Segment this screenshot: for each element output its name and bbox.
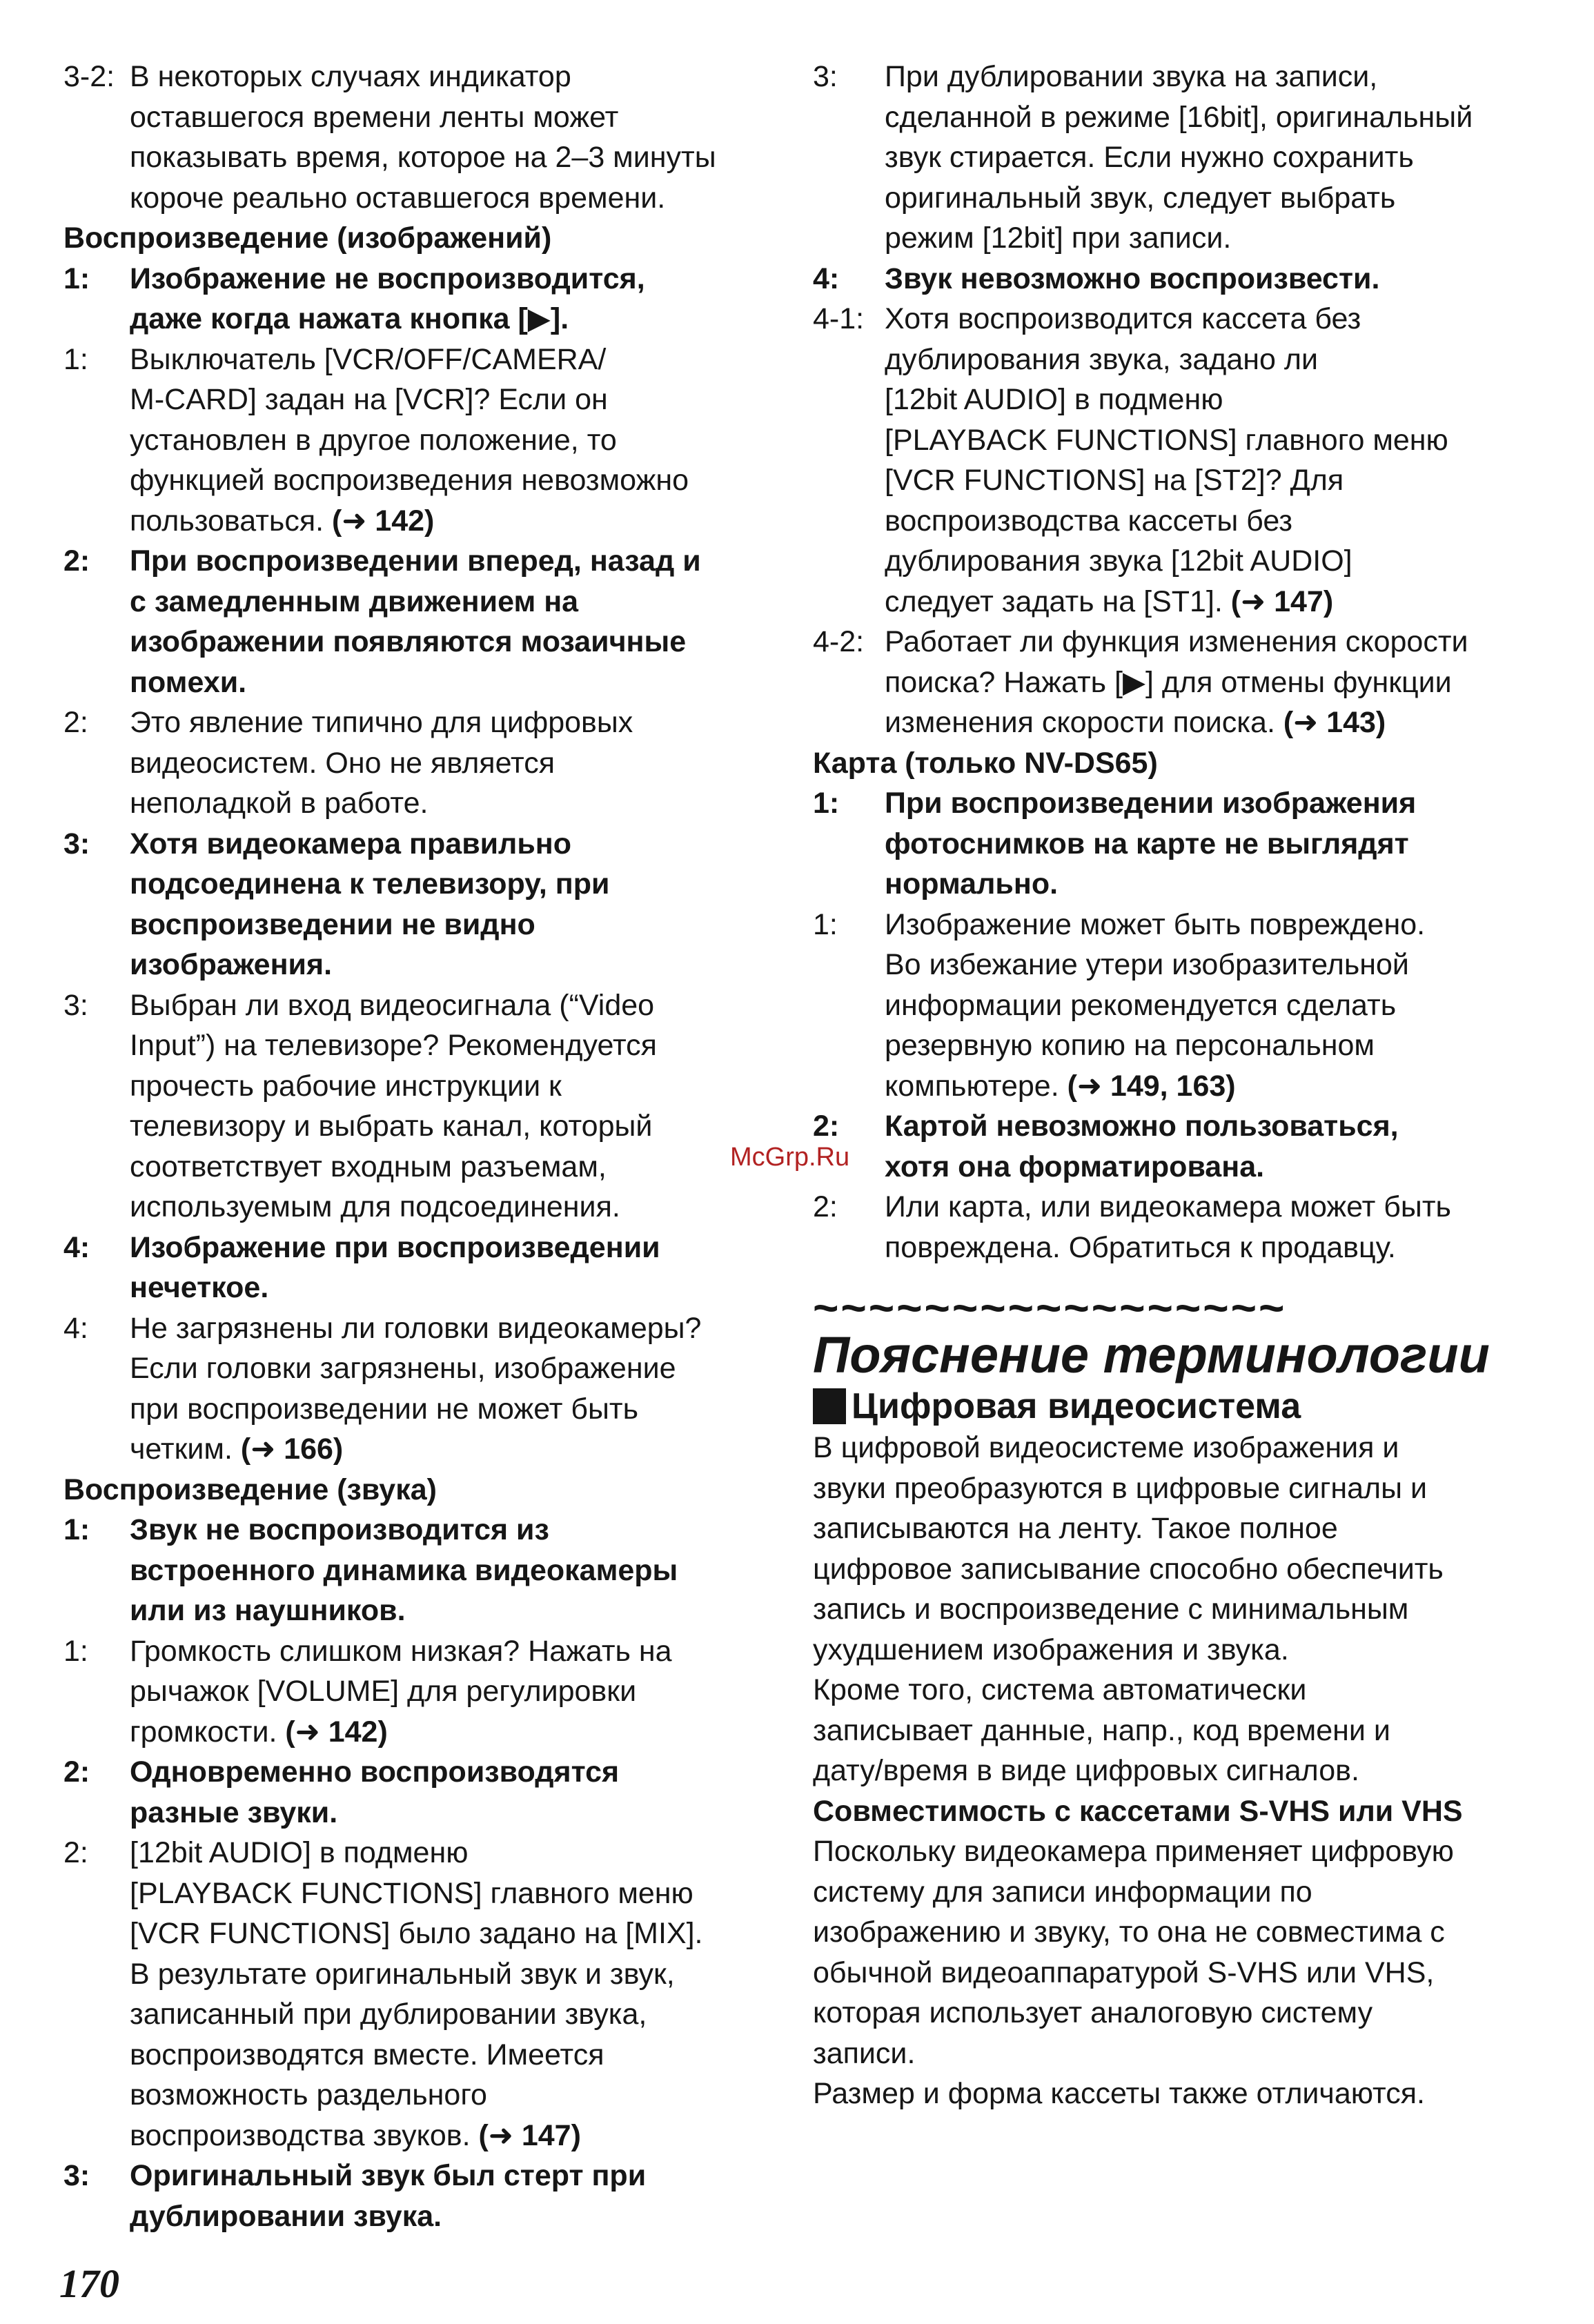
answer-text xyxy=(885,622,1544,743)
item-number: 4: xyxy=(63,1311,88,1345)
answer-item xyxy=(63,57,788,218)
compatibility-heading: Совместимость с кассетами S-VHS или VHS xyxy=(813,1794,1463,1828)
answer-item xyxy=(63,702,788,824)
page-reference: (➜ 142) xyxy=(332,504,435,538)
item-text: Не загрязнены ли головки видеокамеры? Если головки загрязнены, изображение при воспроизведении не может быть четким. xyxy=(130,1311,702,1466)
subsection-title-text: Цифровая видеосистема xyxy=(852,1386,1301,1426)
answer-item xyxy=(813,1187,1544,1268)
black-square-icon xyxy=(813,1388,846,1424)
item-text: Одновременно воспроизводятся разные звуки. xyxy=(130,1755,620,1829)
problem-item xyxy=(63,2156,788,2236)
item-number: 3: xyxy=(63,827,90,860)
item-number: 3-2: xyxy=(63,60,115,93)
problem-text xyxy=(130,259,788,339)
page-reference: (➜ 166) xyxy=(240,1432,344,1466)
section-heading: Карта (только NV-DS65) xyxy=(813,746,1158,780)
answer-text xyxy=(130,702,788,824)
answer-text xyxy=(130,1631,788,1753)
page-reference: (➜ 142) xyxy=(285,1715,388,1749)
right-qa-list xyxy=(813,57,1544,1268)
item-text: Хотя воспроизводится кассета без дублирования звука, задано ли [12bit AUDIO] в подменю [PLAYBACK FUNCTIONS] главного меню [VCR FUNCTIONS] на [ST2]? Для воспроизводства кассеты без дублирования звука [12bit AUDIO] следует задать на [ST1]. xyxy=(885,302,1448,618)
problem-item xyxy=(813,1106,1544,1187)
problem-item xyxy=(63,259,788,339)
item-number: 4-2: xyxy=(813,625,865,658)
item-text: Это явление типично для цифровых видеосистем. Оно не является неполадкой в работе. xyxy=(130,706,633,820)
item-number: 4: xyxy=(63,1230,90,1264)
item-number: 4-1: xyxy=(813,302,865,335)
page-number: 170 xyxy=(59,2261,119,2306)
problem-text xyxy=(130,1228,788,1308)
page-reference: (➜ 149, 163) xyxy=(1067,1069,1236,1103)
right-column xyxy=(813,57,1544,2114)
problem-item xyxy=(63,1510,788,1631)
tilde-divider: ~~~~~~~~~~~~~~~~~ xyxy=(813,1286,1287,1326)
answer-item xyxy=(63,1833,788,2156)
item-number: 2: xyxy=(63,1755,90,1789)
problem-text xyxy=(130,2156,788,2236)
item-number: 2: xyxy=(813,1110,840,1143)
answer-item xyxy=(813,622,1544,743)
item-text: В некоторых случаях индикатор оставшегося времени ленты может показывать время, которое на 2–3 минуты короче реально оставшегося времени. xyxy=(130,60,716,215)
item-number: 1: xyxy=(813,907,838,941)
item-text: Работает ли функция изменения скорости поиска? Нажать [▶] для отмены функции изменения скорости поиска. xyxy=(885,625,1468,739)
answer-text xyxy=(130,985,788,1228)
problem-text xyxy=(130,824,788,985)
section-title: Пояснение терминологии xyxy=(813,1326,1490,1383)
digital-system-paragraph: В цифровой видеосистеме изображения и звуки преобразуются в цифровые сигналы и записываются на ленту. Такое полное цифровое записывание способно обеспечить запись и воспроизведение с минимальным ухудшением изображения и звука. Кроме того, система автоматически записывает данные, напр., код времени и дату/время в виде цифровых сигналов. xyxy=(813,1431,1444,1787)
item-text: При дублировании звука на записи, сделанной в режиме [16bit], оригинальный звук стирается. Если нужно сохранить оригинальный звук, следует выбрать режим [12bit] при записи. xyxy=(885,60,1473,255)
answer-item xyxy=(813,299,1544,622)
item-number: 3: xyxy=(63,2159,90,2192)
item-text: Звук невозможно воспроизвести. xyxy=(885,262,1380,295)
item-text: Изображение при воспроизведении нечеткое. xyxy=(130,1230,660,1304)
item-text: Выбран ли вход видеосигнала (“Video Input”) на телевизоре? Рекомендуется прочесть рабочие инструкции к телевизору и выбрать канал, который соответствует входным разъемам, используемым для подсоединения. xyxy=(130,988,657,1223)
item-text: [12bit AUDIO] в подменю [PLAYBACK FUNCTIONS] главного меню [VCR FUNCTIONS] было задано на [MIX]. В результате оригинальный звук и звук, записанный при дублировании звука, воспроизводятся вместе. Имеется возможность раздельного воспроизводства звуков. xyxy=(130,1836,703,2152)
answer-item xyxy=(63,1308,788,1470)
answer-item xyxy=(63,339,788,542)
item-text: Оригинальный звук был стерт при дублировании звука. xyxy=(130,2159,647,2233)
answer-text xyxy=(885,299,1544,622)
item-number: 2: xyxy=(63,1836,88,1869)
answer-item xyxy=(813,905,1544,1107)
answer-item xyxy=(63,1631,788,1753)
item-text: При воспроизведении вперед, назад и с замедленным движением на изображении появляются мозаичные помехи. xyxy=(130,544,701,699)
answer-text xyxy=(885,905,1544,1107)
compatibility-paragraph: Поскольку видеокамера применяет цифровую систему для записи информации по изображению и звуку, то она не совместима с обычной видеоаппаратурой S-VHS или VHS, которая использует аналоговую систему записи. Размер и форма кассеты также отличаются. xyxy=(813,1835,1454,2110)
item-number: 3: xyxy=(813,60,838,93)
item-number: 1: xyxy=(63,1634,88,1668)
item-number: 1: xyxy=(63,1513,90,1546)
problem-text xyxy=(885,259,1544,299)
item-text: Хотя видеокамера правильно подсоединена к телевизору, при воспроизведении не видно изображения. xyxy=(130,827,610,981)
answer-text xyxy=(885,1187,1544,1268)
problem-text xyxy=(130,1752,788,1833)
left-column xyxy=(63,57,788,2236)
problem-item xyxy=(813,783,1544,905)
answer-text xyxy=(130,1308,788,1470)
problem-text xyxy=(130,1510,788,1631)
item-text: Изображение не воспроизводится, даже когда нажата кнопка [▶]. xyxy=(130,262,645,335)
problem-item xyxy=(63,824,788,985)
problem-item xyxy=(63,1752,788,1833)
answer-text xyxy=(130,1833,788,2156)
item-number: 1: xyxy=(813,787,840,820)
item-text: Или карта, или видеокамера может быть повреждена. Обратиться к продавцу. xyxy=(885,1190,1451,1264)
item-text: Звук не воспроизводится из встроенного динамика видеокамеры или из наушников. xyxy=(130,1513,678,1627)
item-text: Изображение может быть повреждено. Во избежание утери изобразительной информации рекомендуется сделать резервную копию на персональном компьютере. xyxy=(885,907,1426,1103)
item-text: Выключатель [VCR/OFF/CAMERA/ M-CARD] задан на [VCR]? Если он установлен в другое положение, то функцией воспроизведения невозможно пользоваться. xyxy=(130,342,689,538)
item-number: 1: xyxy=(63,342,88,376)
item-text: Громкость слишком низкая? Нажать на рычажок [VOLUME] для регулировки громкости. xyxy=(130,1634,672,1749)
answer-item xyxy=(63,985,788,1228)
item-number: 2: xyxy=(813,1190,838,1223)
section-heading: Воспроизведение (звука) xyxy=(63,1473,437,1506)
problem-item xyxy=(63,541,788,702)
problem-text xyxy=(885,783,1544,905)
problem-text xyxy=(885,1106,1544,1187)
answer-text xyxy=(885,57,1544,259)
item-number: 4: xyxy=(813,262,840,295)
subsection-title xyxy=(813,1385,1544,1428)
page-reference: (➜ 147) xyxy=(1230,584,1334,618)
item-text: Картой невозможно пользоваться, хотя она форматирована. xyxy=(885,1110,1399,1183)
problem-item xyxy=(813,259,1544,299)
page-reference: (➜ 143) xyxy=(1283,706,1386,739)
answer-text xyxy=(130,57,788,218)
answer-text xyxy=(130,339,788,542)
item-number: 2: xyxy=(63,544,90,578)
answer-item xyxy=(813,57,1544,259)
item-number: 3: xyxy=(63,988,88,1022)
problem-item xyxy=(63,1228,788,1308)
page-reference: (➜ 147) xyxy=(478,2118,581,2152)
problem-text xyxy=(130,541,788,702)
item-text: При воспроизведении изображения фотоснимков на карте не выглядят нормально. xyxy=(885,787,1417,900)
watermark: McGrp.Ru xyxy=(730,1143,850,1172)
item-number: 1: xyxy=(63,262,90,295)
section-heading: Воспроизведение (изображений) xyxy=(63,221,552,255)
item-number: 2: xyxy=(63,706,88,739)
